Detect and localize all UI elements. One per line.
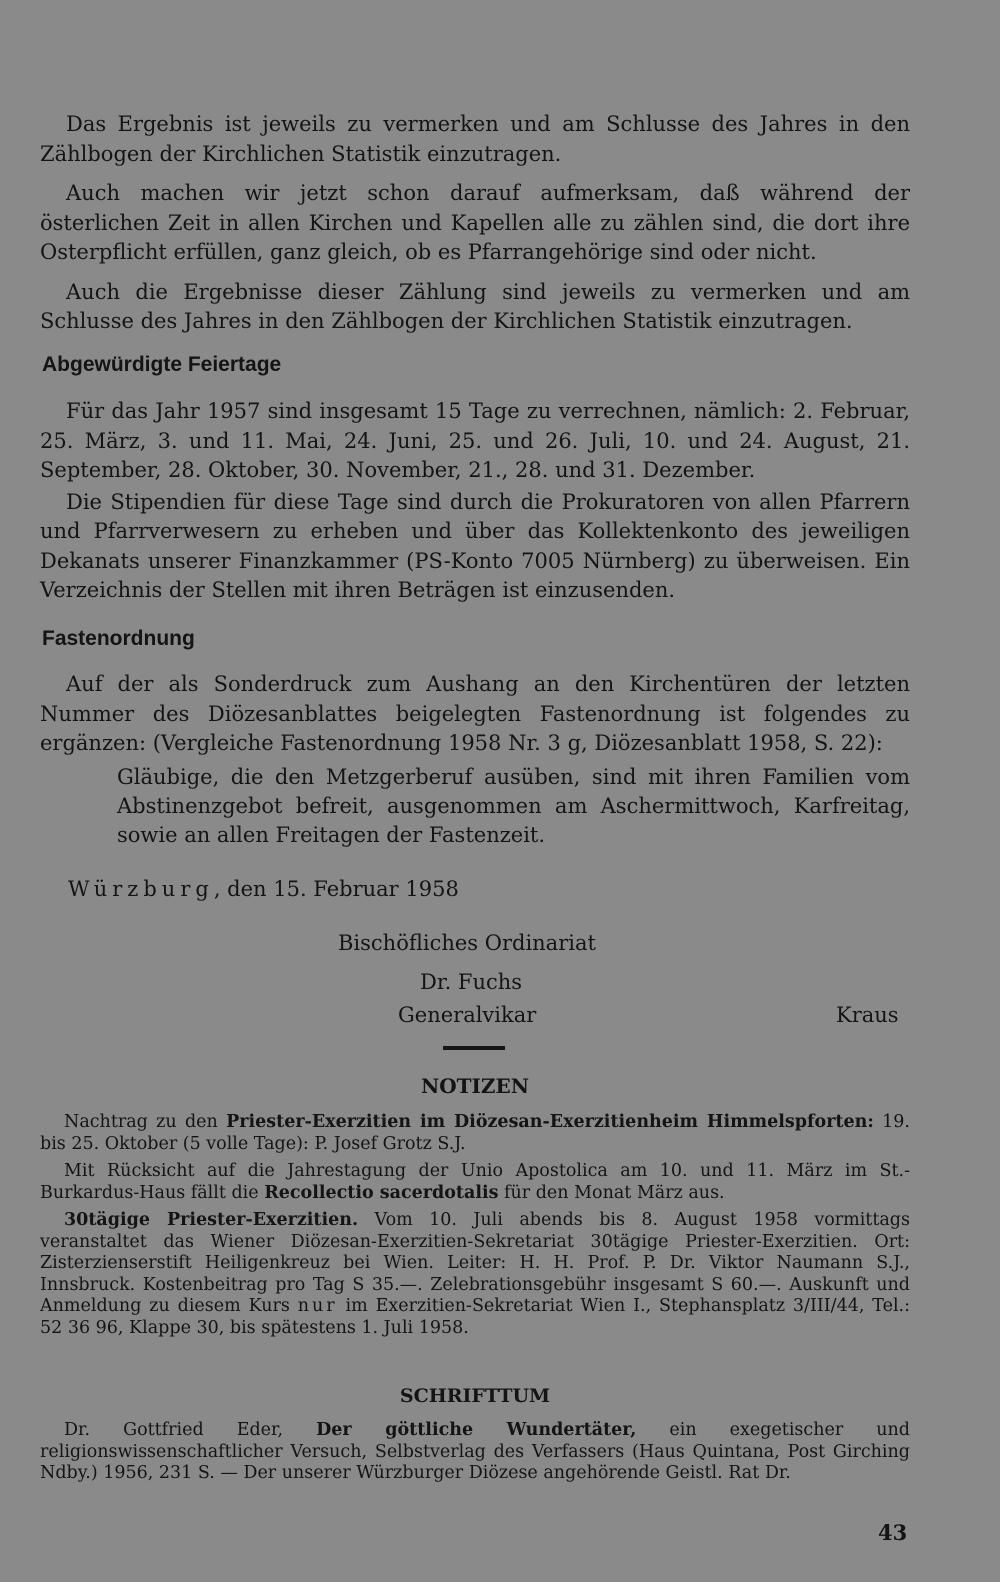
place: Würzburg <box>68 877 214 901</box>
signature-other: Kraus <box>836 1003 899 1027</box>
notice: Mit Rücksicht auf die Jahrestagung der Unio Apostolica am 10. und 11. März im St.-Burkardus-Haus fällt die Recollectio sacerdotalis für den Monat März aus. <box>40 1161 910 1203</box>
page-number: 43 <box>878 1520 908 1545</box>
schrifttum-text <box>40 1420 910 1485</box>
paragraph: Die Stipendien für diese Tage sind durch die Prokuratoren von allen Pfarrern und Pfarrverwesern zu erheben und über das Kollektenkonto des jeweiligen Dekanats unserer Finanzkammer (PS-Konto 7005 Nürnberg) zu überweisen. Ein Verzeichnis der Stellen mit ihren Beträgen ist einzusenden. <box>40 489 910 602</box>
paragraph: Für das Jahr 1957 sind insgesamt 15 Tage zu verrechnen, nämlich: 2. Februar, 25. März, 3. und 11. Mai, 24. Juni, 25. und 26. Juli, 10. und 24. August, 21. September, 28. Oktober, 30. November, 21., 28. und 31. Dezember. <box>40 399 910 482</box>
section-heading-feiertage: Abgewürdigte Feiertage <box>42 353 282 376</box>
section-heading-fasten: Fastenordnung <box>42 627 195 650</box>
notizen-title: NOTIZEN <box>420 1074 530 1098</box>
signature-role: Generalvikar <box>398 1003 537 1027</box>
place-date <box>68 877 459 901</box>
paragraph: Das Ergebnis ist jeweils zu vermerken und am Schlusse des Jahres in den Zählbogen der Kirchlichen Statistik einzutragen. <box>40 112 910 166</box>
block-quote: Gläubige, die den Metzgerberuf ausüben, sind mit ihren Familien vom Abstinenzgebot befreit, ausgenommen am Aschermittwoch, Karfreitag, sowie an allen Freitagen der Fastenzeit. <box>117 765 910 847</box>
signature-office: Bischöfliches Ordinariat <box>338 931 596 955</box>
schrifttum-title: SCHRIFTTUM <box>399 1385 551 1407</box>
paragraph: Auch die Ergebnisse dieser Zählung sind jeweils zu vermerken und am Schlusse des Jahres in den Zählbogen der Kirchlichen Statistik einzutragen. <box>40 279 910 333</box>
notice: 30tägige Priester-Exerzitien. Vom 10. Juli abends bis 8. August 1958 vormittags veranstaltet das Wiener Diözesan-Exerzitien-Sekretariat 30tägige Priester-Exerzitien. Ort: Zisterzienserstift Heiligenkreuz bei Wien. Leiter: H. H. Prof. P. Dr. Viktor Naumann S.J., Innsbruck. Kostenbeitrag pro Tag S 35.—. Zelebrationsgebühr insgesamt S 60.—. Auskunft und Anmeldung zu diesem Kurs nur im Exerzitien-Sekretariat Wien I., Stephansplatz 3/III/44, Tel.: 52 36 96, Klappe 30, bis spätestens 1. Juli 1958. <box>40 1210 911 1338</box>
divider <box>443 1046 505 1050</box>
date: , den 15. Februar 1958 <box>213 877 459 901</box>
signature-name: Dr. Fuchs <box>420 970 523 994</box>
feiertage-text <box>40 397 910 606</box>
fasten-text <box>40 670 910 759</box>
intro-text <box>40 110 910 337</box>
review: Dr. Gottfried Eder, Der göttliche Wundertäter, ein exegetischer und religionswissenschaftlicher Versuch, Selbstverlag des Verfassers (Haus Quintana, Post Girching Ndby.) 1956, 231 S. — Der unserer Würzburger Diözese angehörende Geistl. Rat Dr. <box>40 1420 910 1483</box>
notizen-text <box>40 1112 910 1339</box>
notice: Nachtrag zu den Priester-Exerzitien im Diözesan-Exerzitienheim Himmelspforten: 19. bis 25. Oktober (5 volle Tage): P. Josef Grotz S.J. <box>40 1112 910 1154</box>
paragraph: Auch machen wir jetzt schon darauf aufmerksam, daß während der österlichen Zeit in allen Kirchen und Kapellen alle zu zählen sind, die dort ihre Osterpflicht erfüllen, ganz gleich, ob es Pfarrangehörige sind oder nicht. <box>40 181 910 264</box>
paragraph: Auf der als Sonderdruck zum Aushang an den Kirchentüren der letzten Nummer des Diözesanblattes beigelegten Fastenordnung ist folgendes zu ergänzen: (Vergleiche Fastenordnung 1958 Nr. 3 g, Diözesanblatt 1958, S. 22): <box>40 672 910 755</box>
